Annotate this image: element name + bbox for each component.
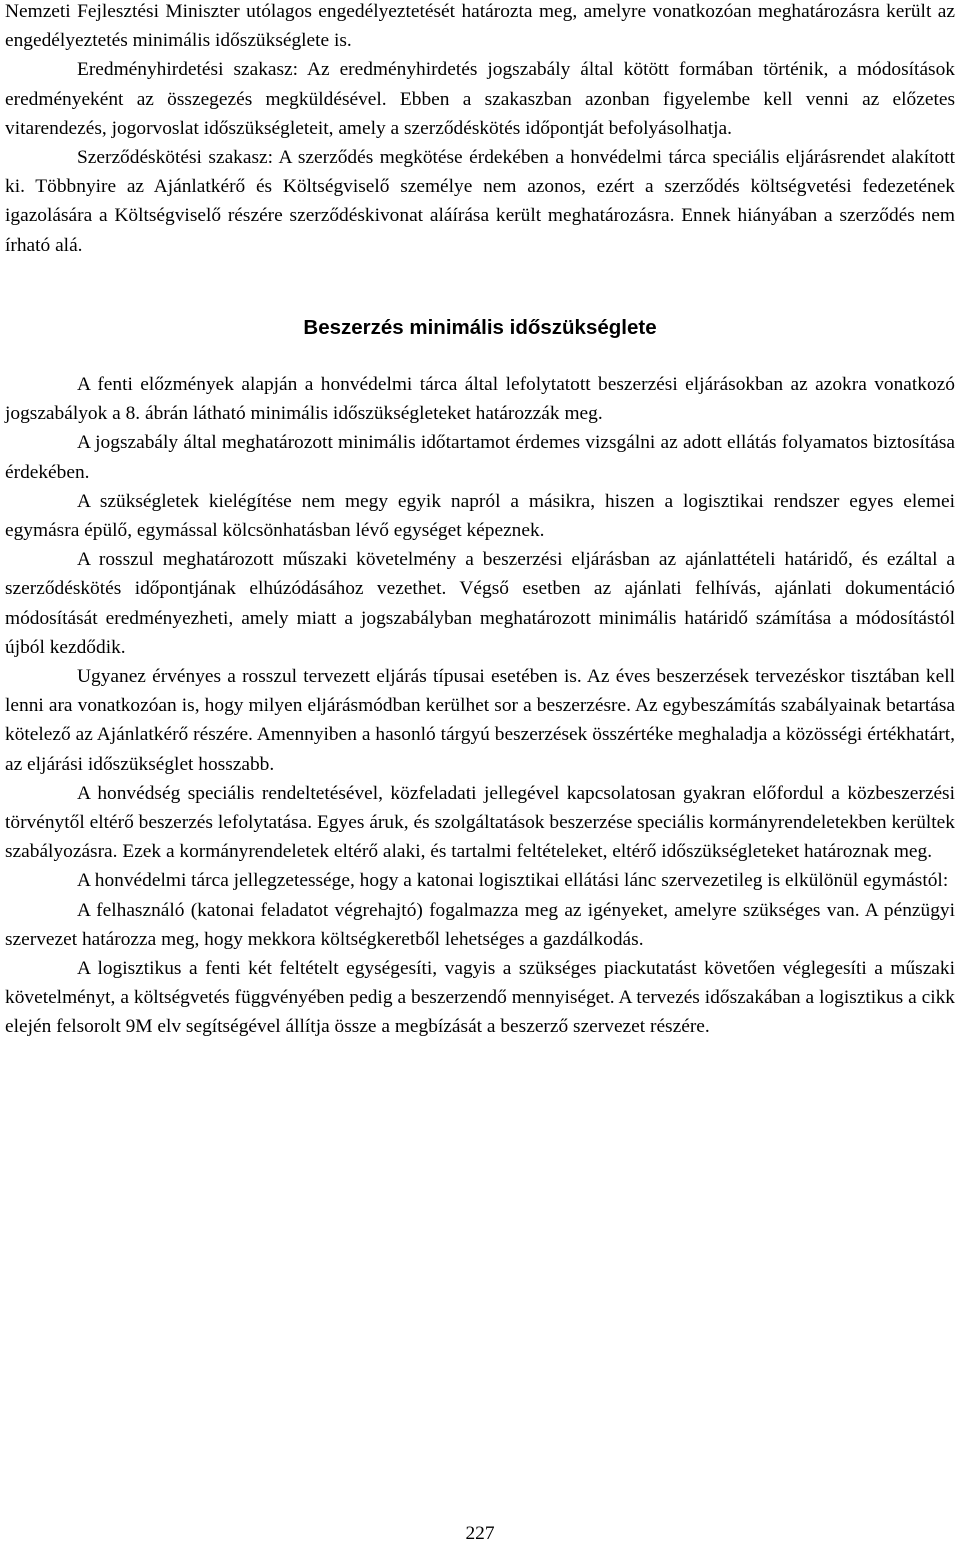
section-paragraph-3: A szükségletek kielégítése nem megy egyik napról a másikra, hiszen a logisztikai rendszer egyes elemei egymásra épülő, egymással kölcsönhatásban lévő egységet képeznek. (5, 490, 955, 542)
intro-paragraph-3: Szerződéskötési szakasz: A szerződés megkötése érdekében a honvédelmi tárca speciális eljárásrendet alakított ki. Többnyire az Ajánlatkérő és Költségviselő személye nem azonos, ezért a szerződés költségvetési fedezetének igazolására a Költségviselő részére szerződéskivonat aláírása került meghatározásra. Ennek hiányában a szerződés nem írható alá. (5, 147, 955, 256)
section-paragraph-9: A logisztikus a fenti két feltételt egységesíti, vagyis a szükséges piackutatást követően véglegesíti a műszaki követelményt, a költségvetés függvényében pedig a beszerzendő mennyiséget. A tervezés időszakában a logisztikus a cikk elején felsorolt 9M elv segítségével állítja össze a megbízását a beszerző szervezet részére. (5, 958, 955, 1038)
intro-paragraph-1: Nemzeti Fejlesztési Miniszter utólagos engedélyeztetését határozta meg, amelyre vonatkozóan meghatározásra került az engedélyeztetés minimális időszükséglete is. (5, 1, 955, 52)
section-paragraph-6: A honvédség speciális rendeltetésével, közfeladati jellegével kapcsolatosan gyakran előfordul a közbeszerzési törvénytől eltérő beszerzés lefolytatása. Egyes áruk, és szolgáltatások beszerzése speciális kormányrendeletekben kerültek szabályozásra. Ezek a kormányrendeletek eltérő alaki, és tartalmi feltételeket, eltérő időszükségleteket határoznak meg. (5, 782, 955, 863)
section-paragraph-2: A jogszabály által meghatározott minimális időtartamot érdemes vizsgálni az adott ellátás folyamatos biztosítása érdekében. (5, 432, 955, 483)
section-heading: Beszerzés minimális időszükséglete (303, 316, 657, 339)
section-paragraph-7: A honvédelmi tárca jellegzetessége, hogy a katonai logisztikai ellátási lánc szervezetileg is elkülönül egymástól: (77, 870, 949, 892)
page-number: 227 (465, 1523, 495, 1544)
intro-text-block (5, 0, 955, 260)
intro-paragraph-2: Eredményhirdetési szakasz: Az eredményhirdetés jogszabály által kötött formában történik, a módosítások eredményeként az összegezés megküldésével. Ebben a szakaszban azonban figyelembe kell venni az előzetes vitarendezés, jogorvoslat időszükségleteit, amely a szerződéskötés időpontját befolyásolhatja. (5, 59, 955, 139)
section-paragraph-4: A rosszul meghatározott műszaki követelmény a beszerzési eljárásban az ajánlattételi határidő, és ezáltal a szerződéskötés időpontjának elhúzódásához vezethet. Végső esetben az ajánlati felhívás, ajánlati dokumentáció módosítását eredményezheti, amely miatt a jogszabályban meghatározott minimális határidő számítása a módosítástól újból kezdődik. (5, 549, 955, 658)
section-paragraph-5: Ugyanez érvényes a rosszul tervezett eljárás típusai esetében is. Az éves beszerzések tervezéskor tisztában kell lenni ara vonatkozóan is, hogy milyen eljárásmódban kerülhet sor a beszerzésre. Az egybeszámítás szabályainak betartása kötelező az Ajánlatkérő részére. Amennyiben a hasonló tárgyú beszerzések összértéke meghaladja a közösségi értékhatárt, az eljárási időszükséglet hosszabb. (5, 666, 955, 775)
section-paragraph-8: A felhasználó (katonai feladatot végrehajtó) fogalmazza meg az igényeket, amelyre szükséges van. A pénzügyi szervezet határozza meg, hogy mekkora költségkeretből lehetséges a gazdálkodás. (5, 899, 955, 950)
section-paragraph-1: A fenti előzmények alapján a honvédelmi tárca által lefolytatott beszerzési eljárásokban az azokra vonatkozó jogszabályok a 8. ábrán látható minimális időszükségleteket határozzák meg. (5, 374, 955, 425)
section-text-block (5, 370, 955, 1042)
